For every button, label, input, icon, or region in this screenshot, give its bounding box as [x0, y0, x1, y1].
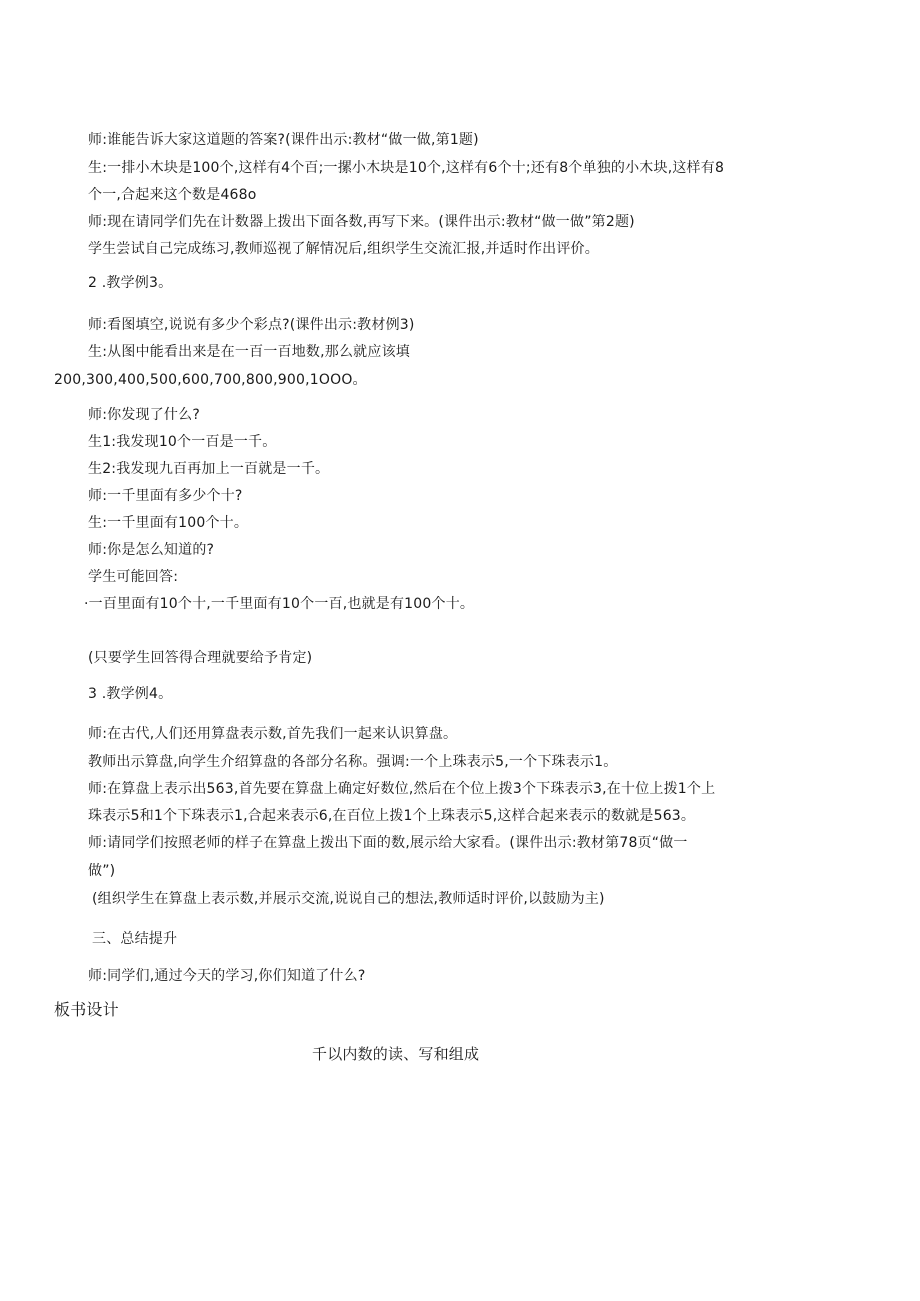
text-line: 师:在古代,人们还用算盘表示数,首先我们一起来认识算盘。	[88, 726, 458, 742]
text-line: (组织学生在算盘上表示数,并展示交流,说说自己的想法,教师适时评价,以鼓励为主)	[92, 891, 605, 907]
section-number: 2 .教学例3。	[88, 275, 173, 291]
text-line: ·一百里面有10个十,一千里面有10个一百,也就是有100个十。	[84, 596, 475, 612]
text-line: 师:一千里面有多少个十?	[88, 488, 243, 504]
text-line: 教师出示算盘,向学生介绍算盘的各部分名称。强调:一个上珠表示5,一个下珠表示1。	[88, 754, 618, 770]
text-line: 学生尝试自己完成练习,教师巡视了解情况后,组织学生交流汇报,并适时作出评价。	[88, 241, 599, 257]
board-design-heading: 板书设计	[54, 1000, 119, 1019]
board-title: 千以内数的读、写和组成	[312, 1045, 480, 1063]
text-line: 生:一排小木块是100个,这样有4个百;一摞小木块是10个,这样有6个十;还有8个单独的小木块,这样有8	[88, 160, 725, 176]
text-line: 生1:我发现10个一百是一千。	[88, 434, 277, 450]
text-line: 师:在算盘上表示出563,首先要在算盘上确定好数位,然后在个位上拨3个下珠表示3,在十位上拨1个上	[88, 781, 716, 797]
text-line: 做”)	[88, 863, 116, 879]
text-line: 师:你发现了什么?	[88, 407, 200, 423]
section-number: 3 .教学例4。	[88, 686, 173, 702]
text-line: 生2:我发现九百再加上一百就是一千。	[88, 461, 330, 477]
text-line: 个一,合起来这个数是468o	[88, 187, 257, 203]
text-line: 师:请同学们按照老师的样子在算盘上拨出下面的数,展示给大家看。(课件出示:教材第78页“做一	[88, 835, 688, 851]
text-line: 珠表示5和1个下珠表示1,合起来表示6,在百位上拨1个上珠表示5,这样合起来表示的数就是563。	[88, 808, 696, 824]
text-line: 师:谁能告诉大家这道题的答案?(课件出示:教材“做一做,第1题)	[88, 132, 479, 148]
text-line: 学生可能回答:	[88, 569, 179, 585]
text-line: 生:从图中能看出来是在一百一百地数,那么就应该填	[88, 344, 410, 360]
section-heading: 三、总结提升	[92, 931, 178, 947]
text-line: 师:你是怎么知道的?	[88, 542, 215, 558]
text-line: 师:现在请同学们先在计数器上拨出下面各数,再写下来。(课件出示:教材“做一做”第2题)	[88, 214, 635, 230]
text-line: 师:同学们,通过今天的学习,你们知道了什么?	[88, 968, 366, 984]
text-line: (只要学生回答得合理就要给予肯定)	[88, 650, 313, 666]
text-line: 师:看图填空,说说有多少个彩点?(课件出示:教材例3)	[88, 317, 415, 333]
text-line: 生:一千里面有100个十。	[88, 515, 249, 531]
text-line: 200,300,400,500,600,700,800,900,1OOO。	[54, 372, 367, 388]
